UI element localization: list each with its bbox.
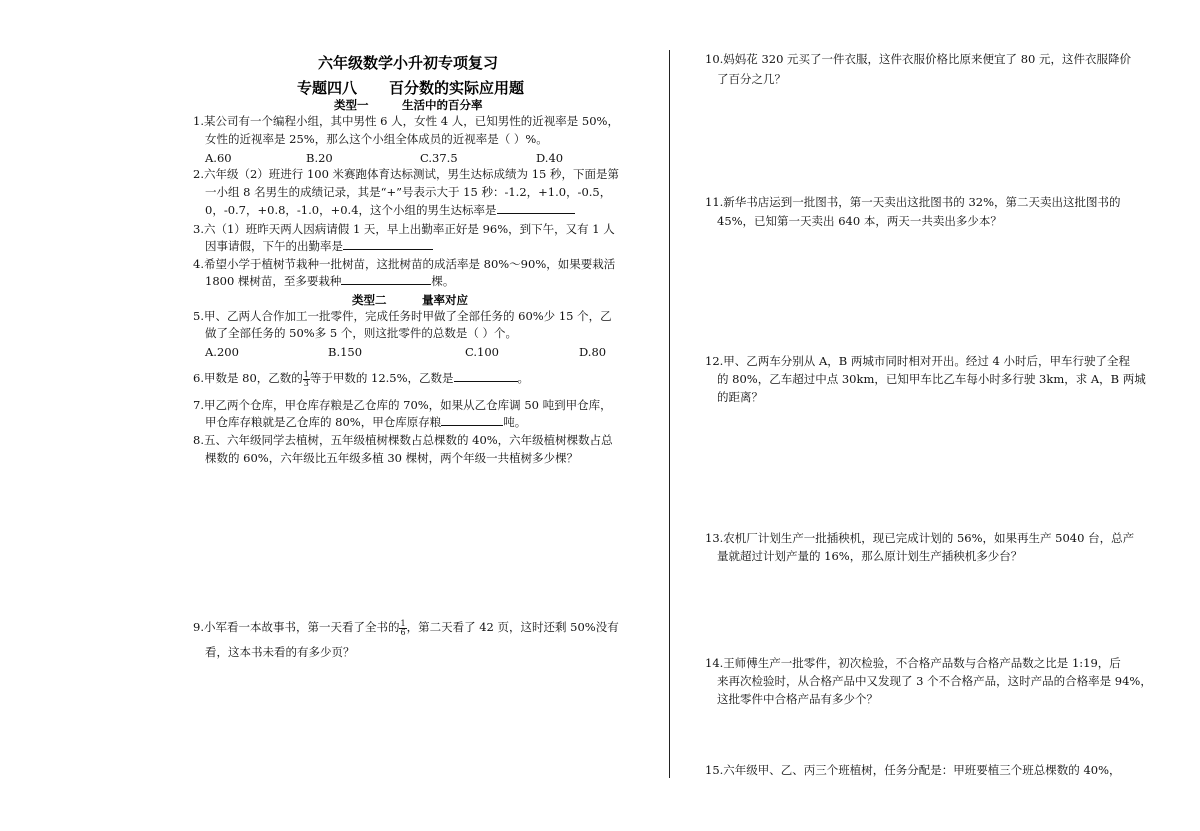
question-14-line-1: 14.王师傅生产一批零件，初次检验，不合格产品数与合格产品数之比是 1:19，后 — [705, 656, 1121, 670]
answer-blank[interactable] — [497, 201, 575, 214]
question-9-line-2: 看，这本书未看的有多少页？ — [205, 645, 355, 659]
question-3-line-1: 3.六（1）班昨天两人因病请假 1 天，早上出勤率正好是 96%，到下午，又有 1 人 — [193, 222, 615, 236]
question-8-line-1: 8.五、六年级同学去植树，五年级植树棵数占总棵数的 40%，六年级植树棵数占总 — [193, 433, 613, 447]
question-3-text: 因事请假，下午的出勤率是 — [205, 239, 343, 253]
question-4-text: 1800 棵树苗，至多要栽种 — [205, 274, 342, 288]
question-1-line-2: 女性的近视率是 25%，那么这个小组全体成员的近视率是（ ）%。 — [205, 132, 548, 146]
fraction-numerator: 1 — [303, 369, 309, 379]
question-3-line-2 — [205, 237, 433, 256]
question-4-line-2 — [205, 272, 454, 291]
question-14-line-2: 来再次检验时，从合格产品中又发现了 3 个不合格产品，这时产品的合格率是 94%， — [717, 674, 1152, 688]
question-1-line-1: 1.某公司有一个编程小组，其中男性 6 人，女性 4 人，已知男性的近视率是 50%， — [193, 114, 619, 128]
question-5-option-a: A.200 — [205, 345, 239, 359]
question-14-line-3: 这批零件中合格产品有多少个？ — [717, 692, 878, 706]
fraction — [303, 371, 310, 388]
question-10-line-2: 了百分之几？ — [717, 72, 786, 86]
question-9-line-1 — [193, 618, 619, 637]
question-15-line-1: 15.六年级甲、乙、丙三个班植树，任务分配是：甲班要植三个班总棵数的 40%， — [705, 763, 1121, 777]
question-1-option-d: D.40 — [536, 151, 564, 165]
question-12-line-2: 的 80%，乙车超过中点 30km，已知甲车比乙车每小时多行驶 3km，求 A，B 两城 — [717, 372, 1146, 386]
question-9-text-b: ，第二天看了 42 页，这时还剩 50%没有 — [406, 620, 619, 634]
answer-blank[interactable] — [341, 272, 431, 285]
question-13-line-2: 量就超过计划产量的 16%，那么原计划生产插秧机多少台？ — [717, 549, 1023, 563]
question-2-line-2: 一小组 8 名男生的成绩记录，其是“+”号表示大于 15 秒：-1.2，+1.0，-0.5， — [205, 185, 612, 199]
section-1-name: 生活中的百分率 — [402, 98, 483, 112]
question-5-line-1: 5.甲、乙两人合作加工一批零件，完成任务时甲做了全部任务的 60%少 15 个，乙 — [193, 309, 612, 323]
question-6 — [193, 369, 529, 388]
answer-blank[interactable] — [343, 237, 433, 250]
question-1-option-b: B.20 — [306, 151, 333, 165]
question-8-line-2: 棵数的 60%，六年级比五年级多植 30 棵树，两个年级一共植树多少棵？ — [205, 451, 579, 465]
question-1-option-c: C.37.5 — [420, 151, 458, 165]
topic-name: 百分数的实际应用题 — [389, 79, 525, 97]
question-1-option-a: A.60 — [205, 151, 232, 165]
question-4-unit: 棵。 — [431, 274, 455, 288]
question-2-text: 0，-0.7，+0.8，-1.0，+0.4，这个小组的男生达标率是 — [205, 203, 497, 217]
section-2-label: 类型二 — [352, 293, 387, 307]
answer-blank[interactable] — [441, 413, 503, 426]
question-7-text: 甲仓库存粮就是乙仓库的 80%，甲仓库原存粮 — [205, 415, 442, 429]
question-5-line-2: 做了全部任务的 50%多 5 个，则这批零件的总数是（ ）个。 — [205, 326, 517, 340]
question-7-line-1: 7.甲乙两个仓库，甲仓库存粮是乙仓库的 70%，如果从乙仓库调 50 吨到甲仓库， — [193, 398, 612, 412]
question-12-line-1: 12.甲、乙两车分别从 A，B 两城市同时相对开出。经过 4 小时后，甲车行驶了全程 — [705, 354, 1130, 368]
fraction — [399, 620, 406, 637]
fraction-numerator: 1 — [400, 618, 406, 628]
question-10-line-1: 10.妈妈花 320 元买了一件衣服，这件衣服价格比原来便宜了 80 元，这件衣服降价 — [705, 52, 1131, 66]
question-6-text-a: 6.甲数是 80，乙数的 — [193, 371, 303, 385]
question-13-line-1: 13.农机厂计划生产一批插秧机，现已完成计划的 56%，如果再生产 5040 台，总产 — [705, 531, 1135, 545]
question-11-line-2: 45%，已知第一天卖出 640 本，两天一共卖出多少本？ — [717, 214, 1002, 228]
question-5-option-d: D.80 — [579, 345, 607, 359]
question-7-line-2 — [205, 413, 526, 432]
answer-blank[interactable] — [454, 369, 518, 382]
column-divider — [669, 50, 670, 778]
topic-number: 专题四八 — [297, 79, 358, 97]
question-2-line-3 — [205, 201, 575, 220]
question-6-text-b: 等于甲数的 12.5%，乙数是 — [309, 371, 454, 385]
fraction-denominator: 3 — [303, 378, 309, 388]
question-12-line-3: 的距离？ — [717, 390, 763, 404]
question-5-option-b: B.150 — [328, 345, 363, 359]
question-9-text-a: 9.小军看一本故事书，第一天看了全书的 — [193, 620, 400, 634]
section-1-label: 类型一 — [334, 98, 369, 112]
question-4-line-1: 4.希望小学于植树节栽种一批树苗，这批树苗的成活率是 80%～90%，如果要栽活 — [193, 257, 616, 271]
question-5-option-c: C.100 — [465, 345, 499, 359]
fraction-denominator: 6 — [400, 627, 406, 637]
question-6-end: 。 — [517, 371, 530, 385]
page-title: 六年级数学小升初专项复习 — [318, 54, 499, 72]
question-11-line-1: 11.新华书店运到一批图书，第一天卖出这批图书的 32%，第二天卖出这批图书的 — [705, 195, 1121, 209]
section-2-name: 量率对应 — [422, 293, 468, 307]
question-2-line-1: 2.六年级（2）班进行 100 米赛跑体育达标测试，男生达标成绩为 15 秒，下面是第 — [193, 167, 619, 181]
question-7-unit: 吨。 — [503, 415, 527, 429]
